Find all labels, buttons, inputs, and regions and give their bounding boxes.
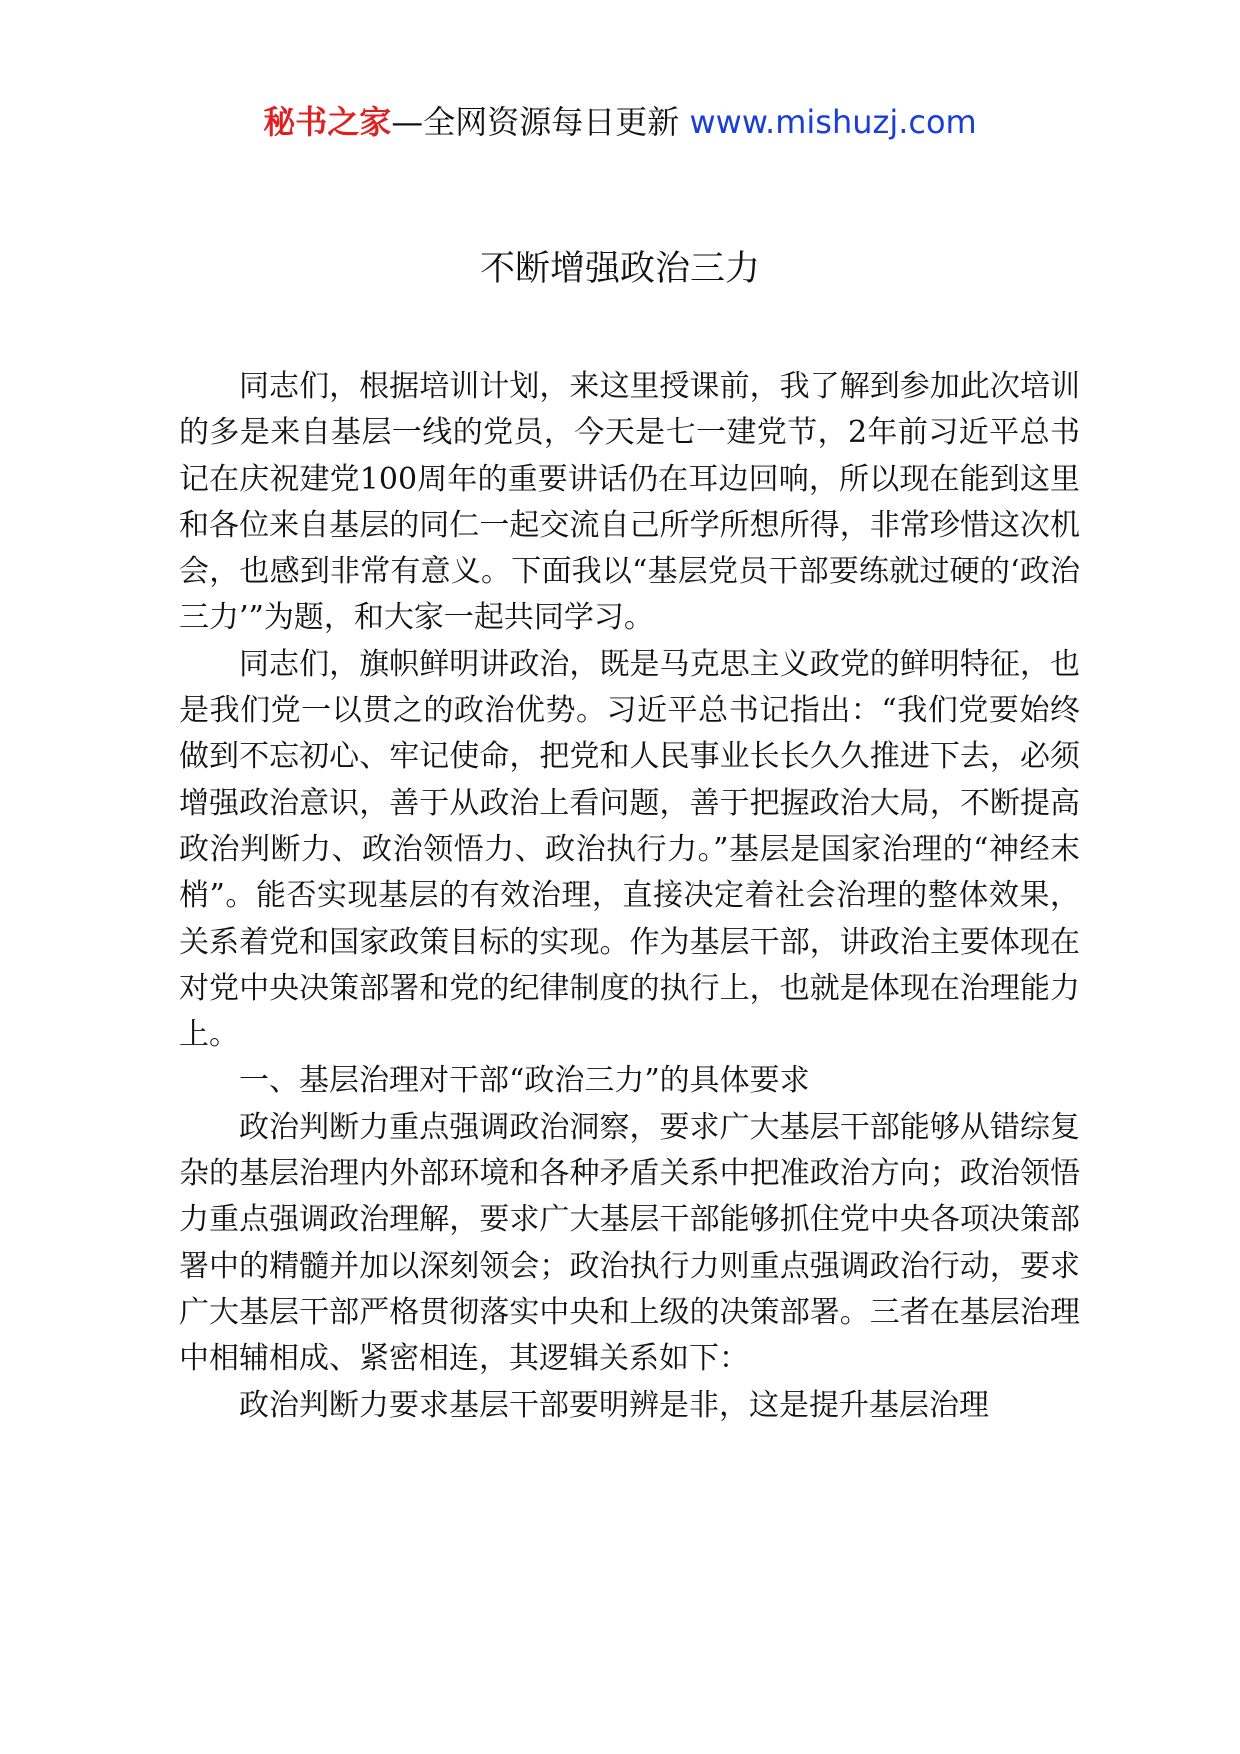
page-title: 不断增强政治三力 (479, 249, 760, 289)
header-slogan: —全网资源每日更新 (391, 103, 680, 141)
website-link[interactable]: www.mishuzj.com (689, 103, 977, 141)
paragraph-three-abilities: 政治判断力重点强调政治洞察，要求广大基层干部能够从错综复杂的基层治理内外部环境和各种矛盾关系中把准政治方向；政治领悟力重点强调政治理解，要求广大基层干部能够抓住党中央各项决策部署中的精髓并加以深刻领会；政治执行力则重点强调政治行动，要求广大基层干部严格贯彻落实中央和上级的决策部署。三者在基层治理中相辅相成、紧密相连，其逻辑关系如下： (179, 1109, 1080, 1377)
paragraph-politics: 同志们，旗帜鲜明讲政治，既是马克思主义政党的鲜明特征，也是我们党一以贯之的政治优势。习近平总书记指出：“我们党要始终做到不忘初心、牢记使命，把党和人民事业长长久久推进下去，必须增强政治意识，善于从政治上看问题，善于把握政治大局，不断提高政治判断力、政治领悟力、政治执行力。”基层是国家治理的“神经末梢”。能否实现基层的有效治理，直接决定着社会治理的整体效果，关系着党和国家政策目标的实现。作为基层干部，讲政治主要体现在对党中央决策部署和党的纪律制度的执行上，也就是体现在治理能力上。 (179, 646, 1080, 1053)
brand-name: 秘书之家 (263, 103, 392, 141)
paragraph-intro: 同志们，根据培训计划，来这里授课前，我了解到参加此次培训的多是来自基层一线的党员，今天是七一建党节，2年前习近平总书记在庆祝建党100周年的重要讲话仍在耳边回响，所以现在能到这里和各位来自基层的同仁一起交流自己所学所想所得，非常珍惜这次机会，也感到非常有意义。下面我以“基层党员干部要练就过硬的‘政治三力’”为题，和大家一起共同学习。 (179, 369, 1080, 636)
document-body (179, 364, 1080, 1429)
section-heading: 一、基层治理对干部“政治三力”的具体要求 (239, 1063, 810, 1099)
paragraph-judgment: 政治判断力要求基层干部要明辨是非，这是提升基层治理 (239, 1387, 989, 1423)
watermark-header (0, 100, 1240, 144)
